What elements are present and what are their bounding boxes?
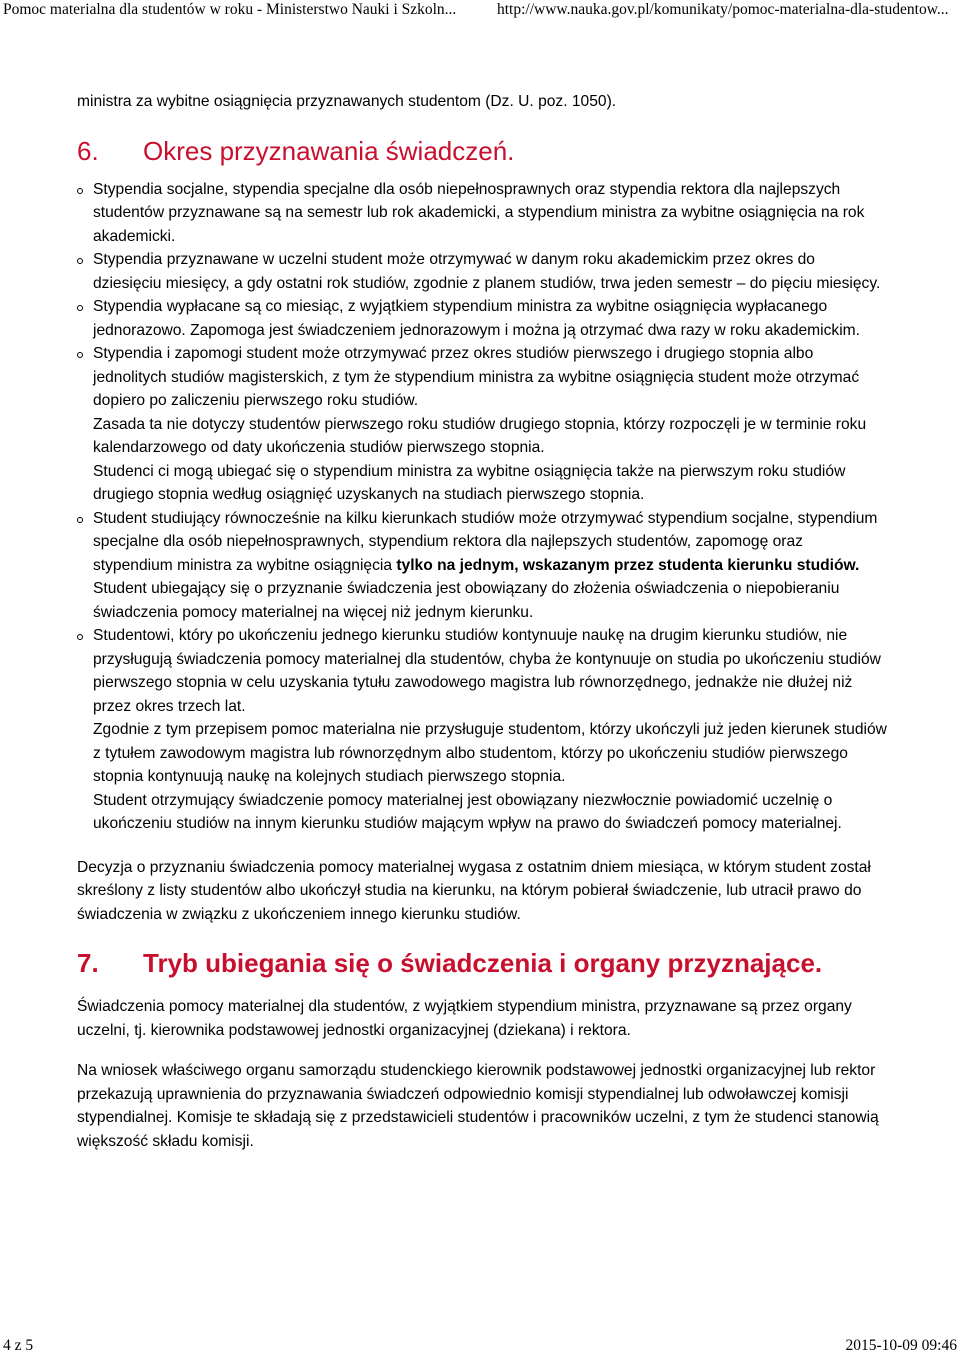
section-7-number: 7.	[77, 948, 99, 978]
list-item-subparagraph: Studenci ci mogą ubiegać się o stypendium ministra za wybitne osiągnięcia także na pierwszym roku studiów drugiego stopnia według osiągnięć uzyskanych na studiach pierwszego stopnia.	[93, 462, 846, 503]
page-title-header: Pomoc materialna dla studentów w roku - Ministerstwo Nauki i Szkoln...	[3, 1, 457, 18]
list-item	[77, 507, 887, 625]
list-item-text-plain: Student studiujący równocześnie na kilku kierunkach studiów może otrzymywać stypendium socjalne, stypendium specjalne dla osób niepełnosprawnych, stypendium rektora dla najlepszych studentów, zapomogę oraz stypendium ministra za wybitne osiągnięcia	[93, 509, 878, 574]
section-6-closing-paragraph: Decyzja o przyznaniu świadczenia pomocy materialnej wygasa z ostatnim dniem miesiąca, w którym student został skreślony z listy studentów albo ukończył studia na kierunku, na którym pobierał świadczenie, lub utracił prawo do świadczenia w związku z ukończeniem innego kierunku studiów.	[77, 858, 871, 923]
list-item-subparagraph: Student ubiegający się o przyznanie świadczenia jest obowiązany do złożenia oświadczenia o niepobieraniu świadczenia pomocy materialnej na więcej niż jednym kierunku.	[93, 580, 840, 621]
page-number: 4 z 5	[3, 1337, 34, 1354]
list-item	[77, 624, 887, 836]
list-item-subparagraph: Student otrzymujący świadczenie pomocy materialnej jest obowiązany niezwłocznie powiadomić uczelnię o ukończeniu studiów na innym kierunku studiów mającym wpływ na prawo do świadczeń pomocy materialnej.	[93, 791, 842, 832]
list-item	[77, 342, 887, 507]
list-item-text: Stypendia wypłacane są co miesiąc, z wyjątkiem stypendium ministra za wybitne osiągnięcia wypłacanego jednorazowo. Zapomoga jest świadczeniem jednorazowym i można ją otrzymać dwa razy w roku akademickim.	[93, 298, 861, 339]
list-item	[77, 178, 887, 249]
list-item-text: Studentowi, który po ukończeniu jednego kierunku studiów kontynuuje naukę na drugim kierunku studiów, nie przysługują świadczenia pomocy materialnej dla studentów, chyba że kontynuuje on studia po ukończeniu studiów pierwszego stopnia w celu uzyskania tytułu zawodowego magistra lub równorzędnego, jednakże nie dłużej niż przez okres trzech lat.	[93, 627, 881, 715]
list-item	[77, 248, 887, 295]
list-item-subparagraph: Zgodnie z tym przepisem pomoc materialna nie przysługuje studentom, którzy ukończyli już jeden kierunek studiów z tytułem zawodowym magistra lub równorzędnym albo studentom, którzy po ukończeniu studiów pierwszego stopnia kontynuują naukę na kolejnych studiach pierwszego stopnia.	[93, 721, 887, 785]
section-6-title: Okres przyznawania świadczeń.	[143, 135, 515, 166]
bullet-icon	[77, 634, 83, 640]
intro-paragraph: ministra za wybitne osiągnięcia przyznawanych studentom (Dz. U. poz. 1050).	[77, 93, 617, 110]
bullet-icon	[77, 517, 83, 523]
list-item	[77, 295, 887, 342]
list-item-subparagraph: Zasada ta nie dotyczy studentów pierwszego roku studiów drugiego stopnia, którzy rozpoczęli je w terminie roku kalendarzowego od daty ukończenia studiów pierwszego stopnia.	[93, 415, 867, 456]
list-item-text-bold: tylko na jednym, wskazanym przez studenta kierunku studiów.	[396, 556, 860, 574]
bullet-icon	[77, 188, 83, 194]
bullet-icon	[77, 352, 83, 358]
document-body	[77, 90, 887, 1153]
print-header	[0, 0, 960, 22]
print-footer	[0, 1337, 960, 1357]
bullet-icon	[77, 258, 83, 264]
section-7-title: Tryb ubiegania się o świadczenia i organy przyznające.	[143, 948, 823, 978]
page-url-header: http://www.nauka.gov.pl/komunikaty/pomoc-materialna-dla-studentow...	[497, 1, 949, 18]
section-6-number: 6.	[77, 135, 99, 166]
section-7-paragraph-2: Na wniosek właściwego organu samorządu studenckiego kierownik podstawowej jednostki organizacyjnej lub rektor przekazują uprawnienia do przyznawania świadczeń odpowiednio komisji stypendialnej lub odwoławczej komisji stypendialnej. Komisje te składają się z przedstawicieli studentów i pracowników uczelni, z tym że studenci stanowią większość składu komisji.	[77, 1062, 879, 1150]
list-item-text	[93, 507, 887, 578]
list-item-text: Stypendia przyznawane w uczelni student może otrzymywać w danym roku akademickim przez okres do dziesięciu miesięcy, a gdy ostatni rok studiów, zgodnie z planem studiów, trwa jeden semestr – do pięciu miesięcy.	[93, 251, 881, 292]
list-item-text: Stypendia i zapomogi student może otrzymywać przez okres studiów pierwszego i drugiego stopnia albo jednolitych studiów magisterskich, z tym że stypendium ministra za wybitne osiągnięcia student może otrzymać dopiero po zaliczeniu pierwszego roku studiów.	[93, 345, 860, 409]
print-datetime: 2015-10-09 09:46	[845, 1337, 957, 1354]
section-7-paragraph-1: Świadczenia pomocy materialnej dla studentów, z wyjątkiem stypendium ministra, przyznawane są przez organy uczelni, tj. kierownika podstawowej jednostki organizacyjnej (dziekana) i rektora.	[77, 998, 852, 1039]
section-6-heading	[77, 136, 887, 166]
section-7-heading	[77, 948, 887, 978]
section-6-bullet-list	[77, 178, 887, 836]
list-item-text: Stypendia socjalne, stypendia specjalne dla osób niepełnosprawnych oraz stypendia rektora dla najlepszych studentów przyznawane są na semestr lub rok akademicki, a stypendium ministra za wybitne osiągnięcia na rok akademicki.	[93, 180, 865, 245]
bullet-icon	[77, 305, 83, 311]
